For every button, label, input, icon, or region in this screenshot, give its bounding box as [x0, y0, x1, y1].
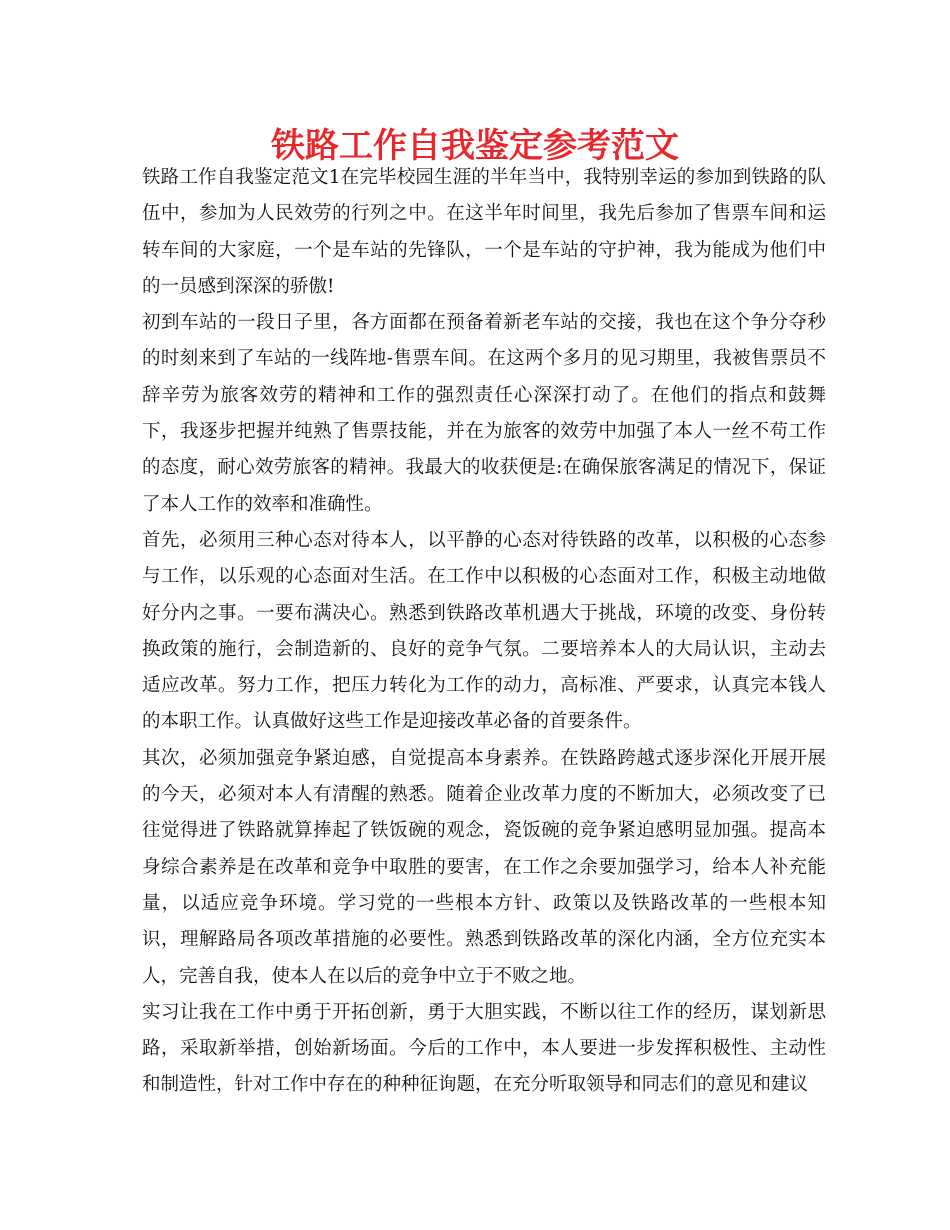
- paragraph-1: 铁路工作自我鉴定范文1在完毕校园生涯的半年当中，我特别幸运的参加到铁路的队伍中，参加为人民效劳的行列之中。在这半年时间里，我先后参加了售票车间和运转车间的大家庭，一个是车站的先锋队，一个是车站的守护神，我为能成为他们中的一员感到深深的骄傲!: [142, 167, 826, 297]
- paragraph-5: 实习让我在工作中勇于开拓创新，勇于大胆实践，不断以往工作的经历，谋划新思路，采取新举措，创始新场面。今后的工作中，本人要进一步发挥积极性、主动性和制造性，针对工作中存在的种种征询题，在充分听取领导和同志们的意见和建议: [142, 1001, 826, 1096]
- paragraph-2: 初到车站的一段日子里，各方面都在预备着新老车站的交接，我也在这个争分夺秒的时刻来到了车站的一线阵地-售票车间。在这两个多月的见习期里，我被售票员不辞辛劳为旅客效劳的精神和工作的强烈责任心深深打动了。在他们的指点和鼓舞下，我逐步把握并纯熟了售票技能，并在为旅客的效劳中加强了本人一丝不苟工作的态度，耐心效劳旅客的精神。我最大的收获便是:在确保旅客满足的情况下，保证了本人工作的效率和准确性。: [142, 312, 826, 515]
- document-title: 铁路工作自我鉴定参考范文: [271, 126, 679, 166]
- paragraph-4: 其次，必须加强竞争紧迫感，自觉提高本身素养。在铁路跨越式逐步深化开展开展的今天，必须对本人有清醒的熟悉。随着企业改革力度的不断加大，必须改变了已往觉得进了铁路就算捧起了铁饭碗的观念，瓷饭碗的竞争紧迫感明显加强。提高本身综合素养是在改革和竞争中取胜的要害，在工作之余要加强学习，给本人补充能量，以适应竞争环境。学习党的一些根本方针、政策以及铁路改革的一些根本知识，理解路局各项改革措施的必要性。熟悉到铁路改革的深化内涵，全方位充实本人，完善自我，使本人在以后的竞争中立于不败之地。: [142, 747, 826, 987]
- document-body: [142, 160, 826, 1104]
- paragraph-3: 首先，必须用三种心态对待本人，以平静的心态对待铁路的改革，以积极的心态参与工作，以乐观的心态面对生活。在工作中以积极的心态面对工作，积极主动地做好分内之事。一要布满决心。熟悉到铁路改革机遇大于挑战，环境的改变、身份转换政策的施行，会制造新的、良好的竞争气氛。二要培养本人的大局认识，主动去适应改革。努力工作，把压力转化为工作的动力，高标准、严要求，认真完本钱人的本职工作。认真做好这些工作是迎接改革必备的首要条件。: [142, 529, 826, 733]
